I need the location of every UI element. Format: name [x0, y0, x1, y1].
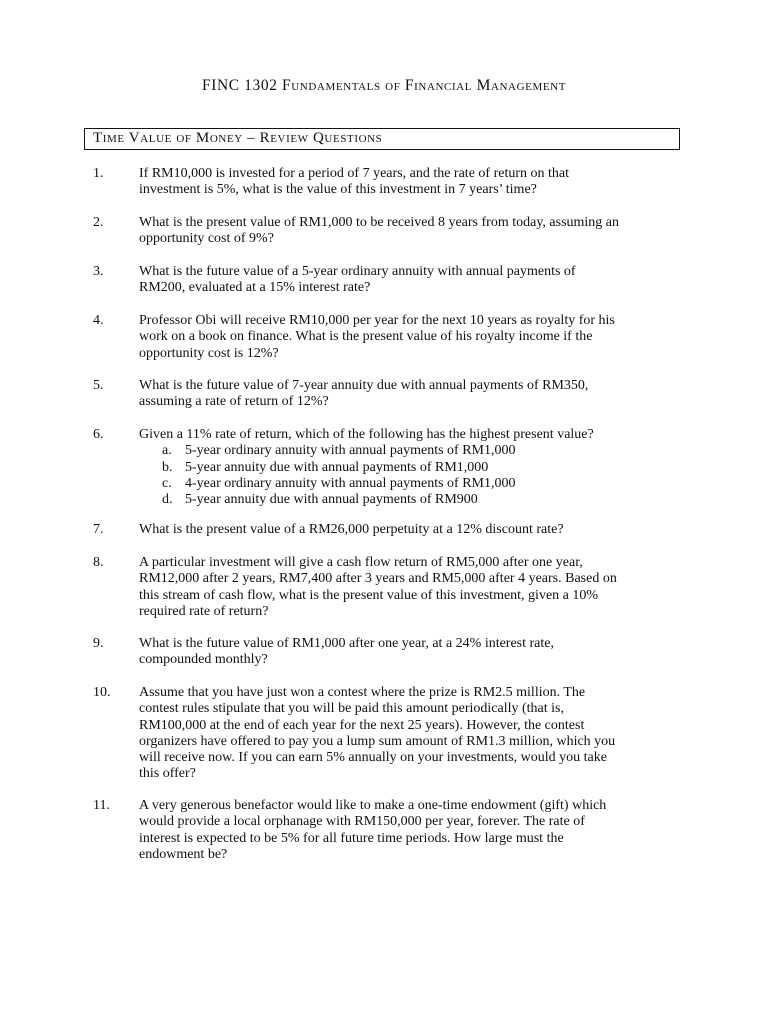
- question-text-line: this stream of cash flow, what is the present value of this investment, given a 10%: [139, 587, 599, 603]
- question-number: 9.: [93, 636, 104, 651]
- question-text: [139, 378, 679, 411]
- document-title: FINC 1302 Fundamentals of Financial Management: [201, 77, 567, 94]
- question-text-line: opportunity cost is 12%?: [139, 345, 279, 361]
- question-text-line: endowment be?: [139, 846, 228, 862]
- section-header-box: [84, 128, 680, 150]
- question-text-line: RM100,000 at the end of each year for the next 25 years). However, the contest: [139, 717, 585, 733]
- section-title: Time Value of Money – Review Questions: [93, 130, 383, 146]
- question-text: [139, 427, 679, 443]
- option-letter: d.: [162, 492, 173, 508]
- question-text-line: RM12,000 after 2 years, RM7,400 after 3 years and RM5,000 after 4 years. Based on: [139, 571, 617, 587]
- question-text-line: this offer?: [139, 766, 196, 782]
- question-text-line: RM200, evaluated at a 15% interest rate?: [139, 280, 371, 296]
- question-text: [139, 685, 679, 783]
- question-text-line: Assume that you have just won a contest where the prize is RM2.5 million. The: [139, 685, 586, 700]
- question-number: 10.: [93, 685, 111, 700]
- question-text-line: A very generous benefactor would like to make a one-time endowment (gift) which: [139, 798, 607, 813]
- question-text: [139, 555, 679, 620]
- question-text-line: What is the present value of a RM26,000 perpetuity at a 12% discount rate?: [139, 522, 564, 537]
- question-number: 5.: [93, 378, 104, 393]
- question-text-line: What is the present value of RM1,000 to be received 8 years from today, assuming an: [139, 215, 620, 230]
- question-number: 6.: [93, 427, 104, 442]
- question-text-line: compounded monthly?: [139, 652, 268, 668]
- option-letter: c.: [162, 475, 172, 491]
- question-text-line: What is the future value of RM1,000 after one year, at a 24% interest rate,: [139, 636, 555, 651]
- option-text: 5-year annuity due with annual payments of RM1,000: [185, 459, 489, 475]
- option-text: 4-year ordinary annuity with annual payments of RM1,000: [185, 475, 516, 491]
- question-number: 3.: [93, 264, 104, 279]
- question-text-line: investment is 5%, what is the value of this investment in 7 years’ time?: [139, 182, 537, 198]
- question-text-line: A particular investment will give a cash flow return of RM5,000 after one year,: [139, 555, 583, 570]
- question-text-line: What is the future value of 7-year annuity due with annual payments of RM350,: [139, 378, 589, 393]
- question-text-line: If RM10,000 is invested for a period of 7 years, and the rate of return on that: [139, 166, 569, 181]
- question-text-line: interest is expected to be 5% for all future time periods. How large must the: [139, 830, 564, 846]
- question-text-line: organizers have offered to pay you a lump sum amount of RM1.3 million, which you: [139, 733, 616, 749]
- question-text-line: What is the future value of a 5-year ordinary annuity with annual payments of: [139, 264, 576, 279]
- question-text: [139, 522, 679, 538]
- option-letter: a.: [162, 443, 172, 459]
- question-text: [139, 166, 679, 199]
- question-text-line: would provide a local orphanage with RM150,000 per year, forever. The rate of: [139, 814, 585, 830]
- question-text: [139, 798, 679, 863]
- question-text-line: opportunity cost of 9%?: [139, 231, 274, 247]
- question-text-line: will receive now. If you can earn 5% annually on your investments, would you take: [139, 750, 607, 766]
- question-text-line: Professor Obi will receive RM10,000 per year for the next 10 years as royalty for his: [139, 313, 615, 328]
- question-number: 7.: [93, 522, 104, 537]
- question-text-line: Given a 11% rate of return, which of the following has the highest present value?: [139, 427, 594, 442]
- question-text-line: contest rules stipulate that you will be paid this amount periodically (that is,: [139, 701, 564, 717]
- question-text: [139, 264, 679, 297]
- question-text: [139, 313, 679, 362]
- question-number: 4.: [93, 313, 104, 328]
- question-number: 1.: [93, 166, 104, 181]
- question-text-line: assuming a rate of return of 12%?: [139, 394, 329, 410]
- question-text: [139, 215, 679, 248]
- option-text: 5-year ordinary annuity with annual payments of RM1,000: [185, 443, 516, 459]
- question-text: [139, 636, 679, 669]
- option-text: 5-year annuity due with annual payments of RM900: [185, 492, 478, 508]
- question-number: 11.: [93, 798, 110, 813]
- option-letter: b.: [162, 459, 173, 475]
- question-number: 2.: [93, 215, 104, 230]
- question-text-line: work on a book on finance. What is the present value of his royalty income if the: [139, 329, 593, 345]
- question-number: 8.: [93, 555, 104, 570]
- question-text-line: required rate of return?: [139, 603, 269, 619]
